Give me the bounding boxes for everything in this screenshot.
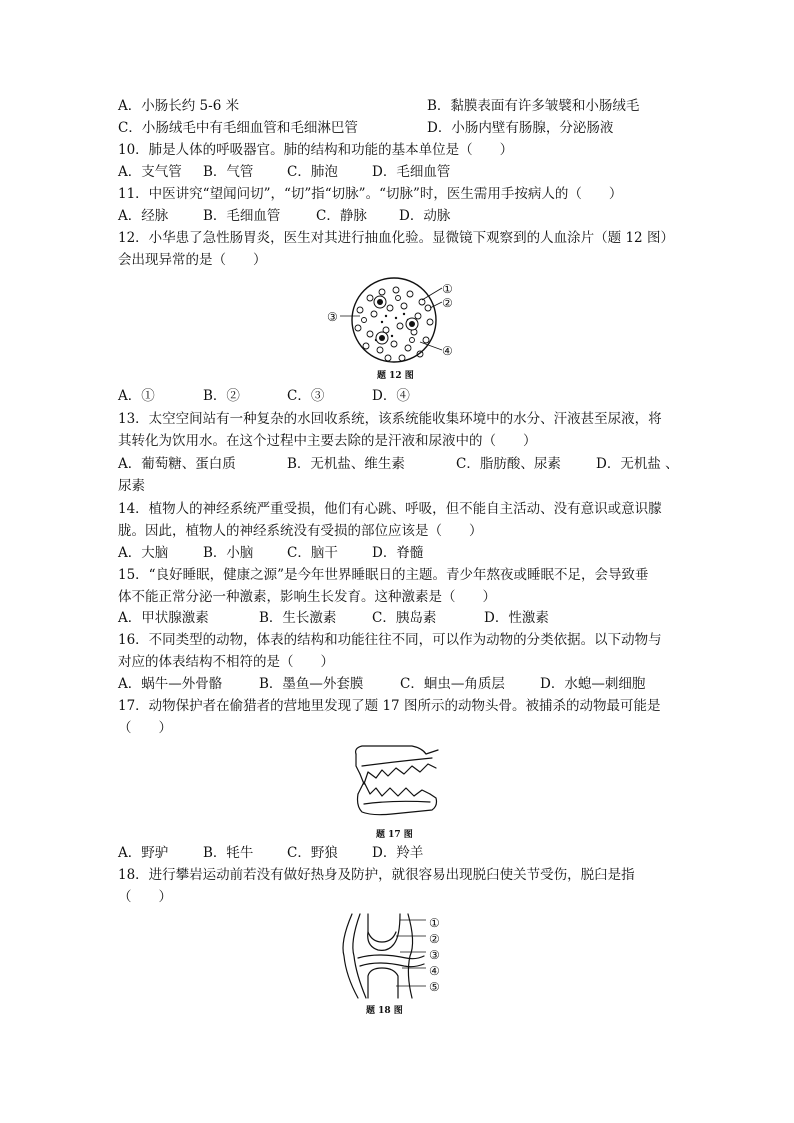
q15-option-b: B．生长激素 — [259, 610, 337, 626]
q16-option-b: B．墨鱼—外套膜 — [259, 676, 364, 692]
q18-label-5: ⑤ — [429, 980, 440, 994]
q13-option-b: B．无机盐、维生素 — [287, 456, 405, 472]
q14-stem-line1: 14．植物人的神经系统严重受损，他们有心跳、呼吸，但不能自主活动、没有意识或意识朦 — [118, 501, 662, 517]
q17-option-c: C．野狼 — [287, 845, 338, 861]
q12-option-b: B．② — [203, 388, 240, 404]
q12-label-3: ③ — [327, 310, 338, 324]
joint-figure — [338, 912, 428, 1000]
q9-option-d: D．小肠内壁有肠腺，分泌肠液 — [427, 120, 614, 136]
q10-option-c: C．肺泡 — [287, 164, 338, 180]
q13-stem-line2: 其转化为饮用水。在这个过程中主要去除的是汗液和尿液中的（ ） — [118, 433, 537, 449]
q11-stem: 11．中医讲究“望闻问切”，“切”指“切脉”。“切脉”时，医生需用手按病人的（ ） — [118, 186, 623, 202]
q18-label-3: ③ — [429, 948, 440, 962]
q15-option-d: D．性激素 — [484, 610, 549, 626]
q13-option-a: A．葡萄糖、蛋白质 — [118, 456, 236, 472]
q12-label-2: ② — [442, 296, 453, 310]
q12-option-d: D．④ — [372, 388, 410, 404]
q12-stem-line1: 12．小华患了急性肠胃炎，医生对其进行抽血化验。显微镜下观察到的人血涂片（题 12 图） — [118, 230, 674, 246]
q10-option-b: B．气管 — [203, 164, 254, 180]
q12-stem-line2: 会出现异常的是（ ） — [118, 252, 267, 268]
q16-stem-line1: 16．不同类型的动物，体表的结构和功能往往不同，可以作为动物的分类依据。以下动物与 — [118, 632, 662, 648]
q18-stem-line1: 18．进行攀岩运动前若没有做好热身及防护，就很容易出现脱臼使关节受伤，脱臼是指 — [118, 867, 635, 883]
q14-option-b: B．小脑 — [203, 545, 254, 561]
q10-option-d: D．毛细血管 — [372, 164, 451, 180]
q17-figure-caption: 题 17 图 — [376, 830, 413, 840]
q18-label-1: ① — [429, 916, 440, 930]
q9-option-b: B．黏膜表面有许多皱襞和小肠绒毛 — [427, 98, 640, 114]
q16-stem-line2: 对应的体表结构不相符的是（ ） — [118, 654, 334, 670]
q17-option-d: D．羚羊 — [372, 845, 424, 861]
q18-label-4: ④ — [429, 964, 440, 978]
q15-stem-line2: 体不能正常分泌一种激素，影响生长发育。这种激素是（ ） — [118, 589, 496, 605]
q18-figure-caption: 题 18 图 — [366, 1006, 403, 1016]
q11-option-d: D．动脉 — [399, 208, 451, 224]
q17-stem-line1: 17．动物保护者在偷猎者的营地里发现了题 17 图所示的动物头骨。被捕杀的动物最可能是 — [118, 698, 661, 714]
q9-option-c: C．小肠绒毛中有毛细血管和毛细淋巴管 — [118, 120, 358, 136]
q18-stem-line2: （ ） — [118, 889, 172, 905]
q18-label-2: ② — [429, 932, 440, 946]
q13-option-d: D．无机盐 、 — [596, 456, 679, 472]
q14-option-a: A．大脑 — [118, 545, 169, 561]
q11-option-c: C．静脉 — [316, 208, 367, 224]
q15-stem-line1: 15．“良好睡眠，健康之源”是今年世界睡眠日的主题。青少年熬夜或睡眠不足，会导致垂 — [118, 567, 649, 583]
q11-option-b: B．毛细血管 — [203, 208, 281, 224]
q14-stem-line2: 胧。因此，植物人的神经系统没有受损的部位应该是（ ） — [118, 523, 483, 539]
q15-option-a: A．甲状腺激素 — [118, 610, 209, 626]
q12-figure-caption: 题 12 图 — [377, 371, 414, 381]
q17-option-b: B．牦牛 — [203, 845, 254, 861]
q15-option-c: C．胰岛素 — [372, 610, 437, 626]
q13-stem-line1: 13．太空空间站有一种复杂的水回收系统，该系统能收集环境中的水分、汗液甚至尿液，将 — [118, 411, 662, 427]
q12-label-4: ④ — [442, 344, 453, 358]
q10-option-a: A．支气管 — [118, 164, 182, 180]
q14-option-c: C．脑干 — [287, 545, 338, 561]
q17-option-a: A．野驴 — [118, 845, 169, 861]
q16-option-c: C．蛔虫—角质层 — [400, 676, 505, 692]
q9-option-a: A．小肠长约 5-6 米 — [118, 98, 240, 114]
q16-option-a: A．蜗牛—外骨骼 — [118, 676, 223, 692]
q17-stem-line2: （ ） — [118, 720, 172, 736]
q13-option-d-continued: 尿素 — [118, 478, 145, 494]
q14-option-d: D．脊髓 — [372, 545, 424, 561]
q10-stem: 10．肺是人体的呼吸器官。肺的结构和功能的基本单位是（ ） — [118, 142, 514, 158]
q12-option-a: A．① — [118, 388, 155, 404]
q11-option-a: A．经脉 — [118, 208, 169, 224]
q13-option-c: C．脂肪酸、尿素 — [456, 456, 561, 472]
q16-option-d: D．水螅—刺细胞 — [540, 676, 646, 692]
q12-option-c: C．③ — [287, 388, 325, 404]
q12-label-1: ① — [442, 282, 453, 296]
skull-teeth-figure — [352, 744, 442, 824]
